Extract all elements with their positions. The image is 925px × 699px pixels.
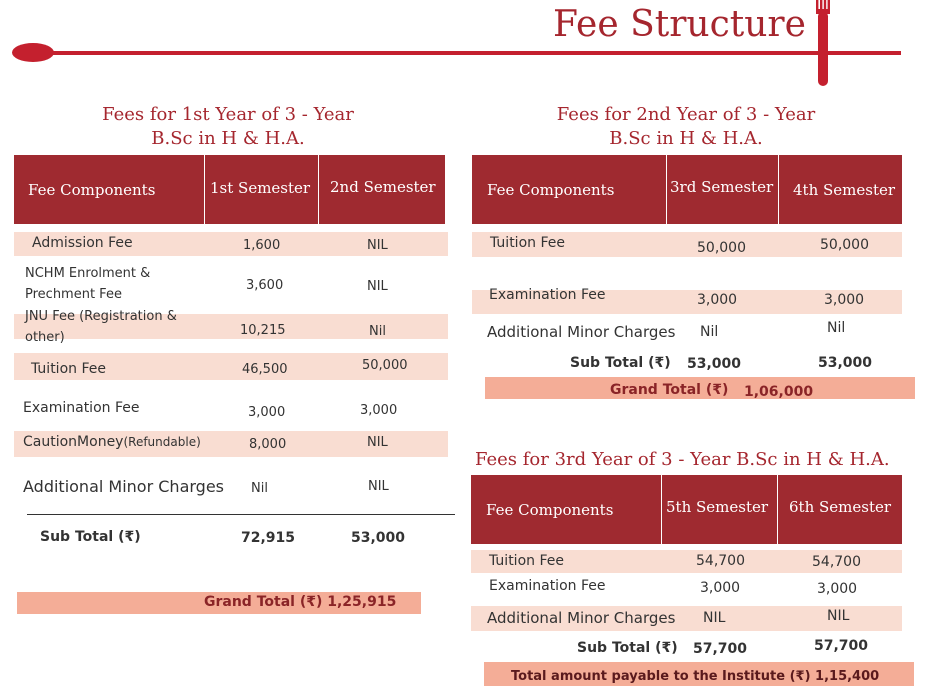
table-row-label: Tuition Fee	[31, 361, 106, 377]
grand-total: Grand Total (₹) 1,25,915	[204, 594, 397, 610]
table-row-label: Additional Minor Charges	[487, 609, 676, 627]
table-cell: 3,000	[360, 403, 398, 418]
table-row-label: Examination Fee	[489, 287, 606, 303]
year2-heading	[472, 103, 900, 151]
table-cell: 54,700	[696, 553, 745, 569]
table-cell: 50,000	[697, 240, 746, 256]
table-row-label: Additional Minor Charges	[23, 477, 224, 496]
table-row-label: Additional Minor Charges	[487, 323, 676, 341]
table-cell: 3,000	[697, 292, 738, 308]
year3-heading: Fees for 3rd Year of 3 - Year B.Sc in H & H.A.	[475, 449, 890, 470]
year2-heading-line2: B.Sc in H & H.A.	[609, 128, 763, 149]
table-row-label: Tuition Fee	[489, 553, 564, 569]
table-cell: Nil	[251, 481, 268, 496]
subtotal-value: 53,000	[351, 530, 406, 546]
table-row-label: Tuition Fee	[490, 235, 565, 251]
label-line: JNU Fee (Registration &	[25, 309, 177, 324]
year3-header-divider	[661, 475, 662, 544]
year2-header-divider	[778, 155, 779, 224]
table-cell: NIL	[827, 608, 850, 624]
header-rule	[45, 51, 901, 55]
table-cell: Nil	[700, 324, 719, 340]
table-cell: 3,000	[824, 292, 865, 308]
year1-heading-line2: B.Sc in H & H.A.	[151, 128, 305, 149]
table-cell: 54,700	[812, 554, 861, 570]
table-cell: 1,600	[243, 238, 281, 253]
table-cell: 3,000	[817, 581, 858, 597]
year3-col-sem6: 6th Semester	[789, 497, 892, 516]
table-row-label	[25, 263, 150, 305]
year1-col-sem2: 2nd Semester	[330, 177, 436, 196]
table-cell: 50,000	[362, 358, 408, 373]
fork-icon	[818, 12, 828, 86]
table-row-label	[25, 306, 177, 348]
table-row-label	[23, 434, 201, 450]
grand-total-value: 1,06,000	[744, 384, 814, 400]
table-cell: NIL	[367, 435, 388, 450]
year2-heading-line1: Fees for 2nd Year of 3 - Year	[556, 104, 816, 125]
subtotal-value: 57,700	[814, 638, 869, 654]
year3-header-divider	[777, 475, 778, 544]
fork-tines-icon	[815, 0, 831, 14]
subtotal-rule	[27, 514, 455, 515]
year2-col-sem3: 3rd Semester	[670, 177, 774, 196]
table-row-label: Examination Fee	[489, 578, 606, 594]
year1-col-components: Fee Components	[28, 180, 156, 199]
table-cell: 8,000	[249, 437, 287, 452]
year1-heading-line1: Fees for 1st Year of 3 - Year	[102, 104, 354, 125]
label-suffix: (Refundable)	[123, 435, 201, 449]
table-cell: 3,000	[248, 405, 286, 420]
year2-col-sem4: 4th Semester	[793, 180, 896, 199]
year3-col-components: Fee Components	[486, 500, 614, 519]
label-text: CautionMoney	[23, 434, 124, 450]
year3-col-sem5: 5th Semester	[666, 498, 769, 516]
subtotal-label: Sub Total (₹)	[40, 529, 141, 545]
total-payable: Total amount payable to the Institute (₹) 1,15,400	[511, 669, 880, 684]
table-cell: NIL	[367, 238, 388, 253]
page-title: Fee Structure	[553, 4, 806, 45]
year1-header-divider	[318, 155, 319, 224]
table-cell: NIL	[368, 479, 389, 494]
table-cell: 3,000	[700, 580, 741, 596]
year1-header-divider	[204, 155, 205, 224]
table-row-label: Admission Fee	[32, 235, 133, 251]
table-cell: 3,600	[246, 278, 284, 293]
table-cell: Nil	[369, 324, 386, 339]
table-cell: 50,000	[820, 237, 869, 253]
subtotal-label: Sub Total (₹)	[577, 640, 678, 656]
table-cell: Nil	[827, 320, 846, 336]
year1-heading	[14, 103, 442, 151]
year2-header-divider	[666, 155, 667, 224]
label-line: NCHM Enrolment &	[25, 266, 151, 281]
subtotal-value: 53,000	[687, 356, 742, 372]
subtotal-label: Sub Total (₹)	[570, 355, 671, 371]
table-cell: NIL	[703, 610, 726, 626]
table-cell: NIL	[367, 279, 388, 294]
year2-col-components: Fee Components	[487, 180, 615, 199]
subtotal-value: 57,700	[693, 641, 748, 657]
subtotal-value: 72,915	[241, 530, 296, 546]
label-line: Prechment Fee	[25, 287, 122, 302]
year1-col-sem1: 1st Semester	[210, 178, 311, 197]
subtotal-value: 53,000	[818, 355, 873, 371]
label-line: other)	[25, 330, 65, 345]
table-cell: 10,215	[240, 323, 286, 338]
table-row-label: Examination Fee	[23, 400, 140, 416]
table-cell: 46,500	[242, 362, 288, 377]
grand-total-label: Grand Total (₹)	[610, 382, 729, 398]
